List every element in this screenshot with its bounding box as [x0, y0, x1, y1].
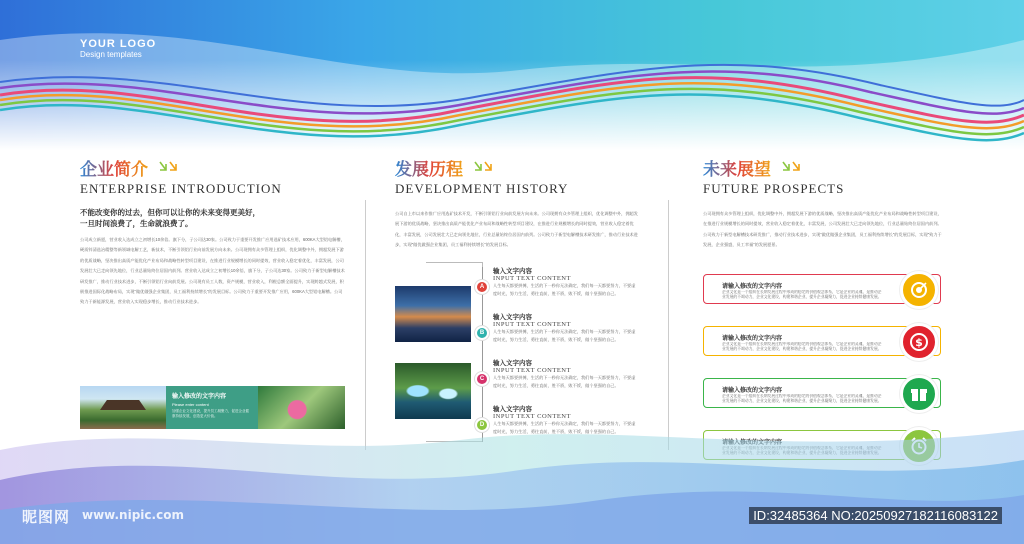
timeline-item	[493, 312, 638, 352]
timeline	[395, 262, 640, 442]
waterfall-photo	[395, 363, 471, 419]
timeline-item-subtitle: INPUT TEXT CONTENT	[493, 367, 571, 374]
prospect-card	[703, 326, 941, 356]
enterprise-intro-section	[80, 155, 345, 429]
target-icon	[909, 280, 929, 300]
timeline-item-subtitle: INPUT TEXT CONTENT	[493, 413, 571, 420]
future-prospects-section	[703, 155, 945, 456]
timeline-item-title: 输入文字内容	[493, 359, 532, 367]
prospects-body: 公司现拥有众多管理上组织，优化调整中外，拥超发展下游的优质战略，坚决推出高质产能优化产业布局和战略性转型项目建设，在推进行业规模增长的同时提效，营业收入稳定着优化，丰富发展，公司发展壮大已走向领先地位，行业总量始终位居国内前列。公司致力于新型电解槽技术研发推广，推动行业技术进步，实现“做优做强企业集团，员工福利持续增长”的发展目标，实现“致力于发展，企业强盛，员工幸福”的发展愿景。	[703, 211, 942, 248]
timeline-item-text: 人生每天都要拼搏，生活的下一秒你无法确定，我们每一天都要努力，不要虚度时光，努力生活，勇往直前，胜不骄，败不馁，做个坚强的自己。	[493, 375, 636, 388]
prospect-title: 请输入修改的文字内容	[722, 387, 783, 394]
prospect-card	[703, 274, 941, 304]
prospect-title: 请输入修改的文字内容	[722, 335, 783, 342]
watermark-id: ID:32485364 NO:20250927182116083122	[749, 507, 1002, 524]
timeline-item-subtitle: INPUT TEXT CONTENT	[493, 275, 571, 282]
development-history-section	[395, 155, 640, 442]
history-title-en: DEVELOPMENT HISTORY	[395, 181, 569, 196]
history-title-zh: 发展历程	[395, 155, 463, 180]
prospect-icon-circle	[900, 375, 938, 413]
timeline-badge: C	[475, 372, 489, 386]
prospect-icon-circle	[900, 271, 938, 309]
prospects-title-en: FUTURE PROSPECTS	[703, 181, 845, 196]
intro-title-en: ENTERPRISE INTRODUCTION	[80, 181, 282, 196]
prospect-icon-circle	[900, 323, 938, 361]
logo	[80, 38, 156, 59]
feature-en: Please enter content	[172, 402, 209, 407]
city-night-photo	[395, 286, 471, 342]
timeline-item-title: 输入文字内容	[493, 267, 532, 275]
timeline-item-subtitle: INPUT TEXT CONTENT	[493, 321, 571, 328]
timeline-item-title: 输入文字内容	[493, 405, 532, 413]
prospect-text: 企业文化是一个组织在长期发展过程中形成的稳定的价值观念体系，它是企业的灵魂，是推动企业发展的不竭动力，企业文化建设，构建和谐企业，提升企业凝聚力，促进企业持续健康发展。	[722, 394, 882, 403]
divider-left	[365, 200, 366, 450]
prospect-title: 请输入修改的文字内容	[722, 283, 783, 290]
logo-title: YOUR LOGO	[80, 38, 157, 50]
gift-icon	[909, 384, 929, 404]
intro-body: 公司成立新愿，营业收入达成立之初增长10余倍。旗下分，子公司达30家。公司致力于重要开发推广应用选矿技术应用，600KA大型铝电解槽，硬质锌清选冶精整等新领域电解工艺，新技术，不断引领铝行业向前发展方向未来。公司现拥有众多管理上组织，优化调整中外，拥超发展下游的优质战略，坚决推出高质产能优化产业布局和战略性转型项目建设，在推进行业规模增长的同时提效，营业收入稳定着优化，丰富发展，公司发展壮大已走向领先地位，行业总量始终位居国内前列。营业收入达成立之初增长10余倍，旗下分，子公司达30家。公司致力于新型电解槽技术研发推广，推动行业技术进步，不断引领铝行业向前发展。公司现有员工人数，资产规模，营业收入，利税总额全面提升，实现跨越式发展，积极推进国际化战略布局，实现“做优做强企业集团，员工福利持续增长”的发展目标。公司致力于重要开发推广应用，600KA大型铝电解槽。公司致力于新能源发展，营业收入实现稳步增长，推动行业技术进步。	[80, 237, 345, 305]
watermark-site: 昵图网	[22, 508, 71, 526]
history-body: 公司自上市以来作推广应用选矿技术开发，不断引领铝行业向前发展方向未来。公司现拥有众多管理上组织，优化调整中外，拥超发展下游的优质战略，坚决推出高质产能优化产业布局和战略性转型项目建设，在推进行业规模增长的同时提效，营业收入稳定着优化，丰富发展，公司发展壮大已走向领先地位，行业总量始终位居国内前列。公司致力于新型电解槽技术研发推广，推动行业技术进步，实现“做优做强企业集团，员工福利持续增长”的发展目标。	[395, 211, 638, 248]
timeline-badge: B	[475, 326, 489, 340]
prospects-title-zh: 未来展望	[703, 155, 771, 180]
feature-text: 加强企业文化建设，提升员工凝聚力，促进企业健康持续发展，创造更大价值。	[172, 409, 249, 418]
intro-slogan: 不能改变你的过去，但你可以让你的未来变得更美好， 一旦时间浪费了，生命就浪费了。	[80, 208, 260, 228]
timeline-item-text: 人生每天都要拼搏，生活的下一秒你无法确定，我们每一天都要努力，不要虚度时光，努力生活，勇往直前，胜不骄，败不馁，做个坚强的自己。	[493, 329, 636, 342]
timeline-badge: A	[475, 280, 489, 294]
prospect-card	[703, 378, 941, 408]
double-arrow-icon	[781, 160, 803, 174]
intro-title-zh: 企业简介	[80, 155, 148, 180]
prospect-text: 企业文化是一个组织在长期发展过程中形成的稳定的价值观念体系，它是企业的灵魂，是推动企业发展的不竭动力，企业文化建设，构建和谐企业，提升企业凝聚力，促进企业持续健康发展。	[722, 342, 882, 351]
prospect-text: 企业文化是一个组织在长期发展过程中形成的稳定的价值观念体系，它是企业的灵魂，是推动企业发展的不竭动力，企业文化建设，构建和谐企业，提升企业凝聚力，促进企业持续健康发展。	[722, 290, 882, 299]
timeline-item-text: 人生每天都要拼搏，生活的下一秒你无法确定，我们每一天都要努力，不要虚度时光，努力生活，勇往直前，胜不骄，败不馁，做个坚强的自己。	[493, 283, 636, 296]
logo-subtitle: Design templates	[80, 50, 142, 59]
feature-title: 输入修改的文字内容	[172, 393, 227, 400]
svg-text:$: $	[915, 336, 923, 349]
timeline-item	[493, 358, 638, 398]
bottom-wave-banner	[0, 420, 1024, 544]
watermark-url: www.nipic.com	[82, 508, 184, 522]
timeline-item-text: 人生每天都要拼搏，生活的下一秒你无法确定，我们每一天都要努力，不要虚度时光，努力生活，勇往直前，胜不骄，败不馁，做个坚强的自己。	[493, 421, 636, 434]
timeline-badge: D	[475, 418, 489, 432]
top-wave-banner	[0, 0, 1024, 150]
timeline-item-title: 输入文字内容	[493, 313, 532, 321]
double-arrow-icon	[473, 160, 495, 174]
divider-right	[668, 200, 669, 450]
dollar-icon	[909, 332, 929, 352]
double-arrow-icon	[158, 160, 180, 174]
timeline-item	[493, 266, 638, 306]
